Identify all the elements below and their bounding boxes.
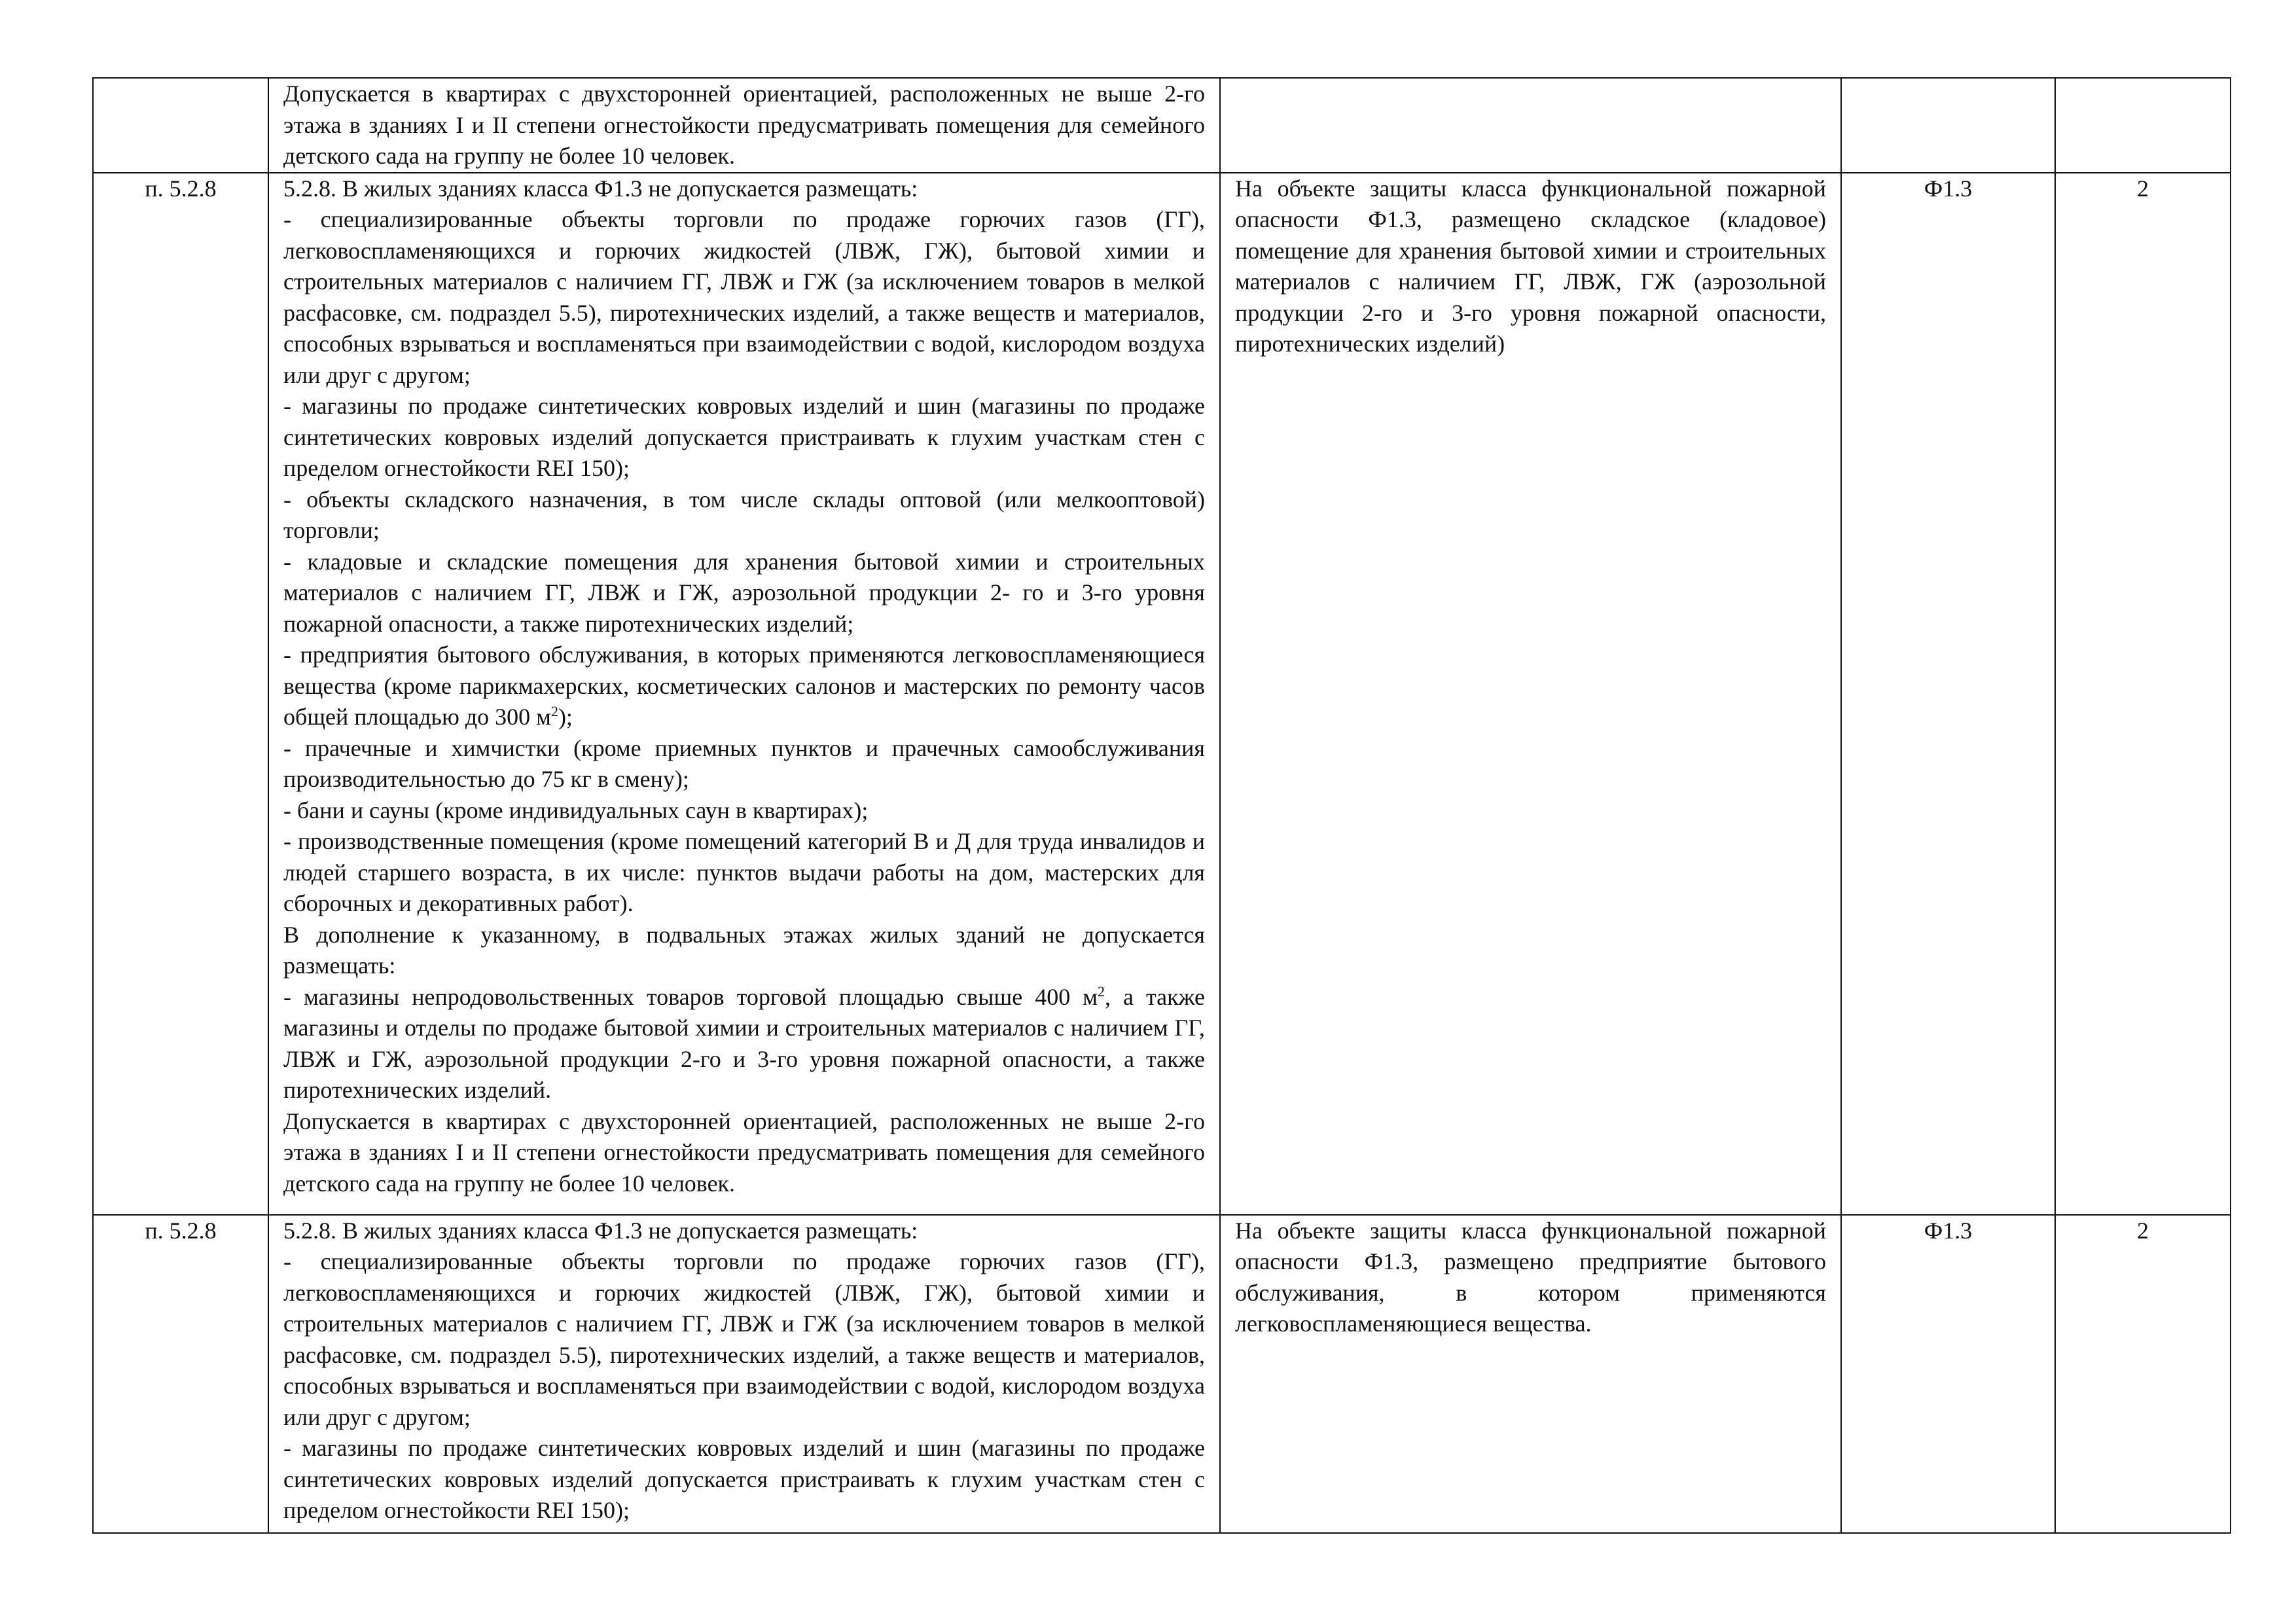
requirement-paragraph: Допускается в квартирах с двухсторонней ориентацией, расположенных не выше 2-го этажа в зданиях I и II степени огнестойкости предусматривать помещения для семейного детского сада на группу не более 10 человек.	[283, 1108, 1205, 1197]
clause-ref: п. 5.2.8	[145, 175, 217, 202]
requirement-paragraph: - прачечные и химчистки (кроме приемных пунктов и прачечных самообслуживания производительностью до 75 кг в смену);	[283, 734, 1205, 792]
fire-class: Ф1.3	[1924, 1217, 1973, 1244]
clause-ref-cell	[93, 173, 268, 1215]
requirement-paragraph: 5.2.8. В жилых зданиях класса Ф1.3 не допускается размещать:	[283, 1217, 918, 1244]
requirements-table	[92, 77, 2231, 1534]
class-cell	[1841, 78, 2055, 173]
requirement-paragraph: 5.2.8. В жилых зданиях класса Ф1.3 не допускается размещать:	[283, 175, 918, 202]
category-cell	[2055, 1215, 2231, 1533]
category-value: 2	[2137, 175, 2149, 202]
requirement-paragraph: - магазины по продаже синтетических ковровых изделий и шин (магазины по продаже синтетических ковровых изделий допускается пристраивать к глухим участкам стен с пределом огнестойкости REI 150);	[283, 1435, 1205, 1523]
requirement-paragraph: В дополнение к указанному, в подвальных этажах жилых зданий не допускается размещать:	[283, 921, 1205, 979]
requirement-paragraph: - предприятия бытового обслуживания, в которых применяются легковоспламеняющиеся вещества (кроме парикмахерских, косметических салонов и мастерских по ремонту часов общей площадью до 300 $м^2$);	[283, 641, 1205, 730]
violation-text: На объекте защиты класса функциональной пожарной опасности Ф1.3, размещено предприятие бытового обслуживания, в котором применяются легковоспламеняющиеся вещества.	[1235, 1217, 1826, 1337]
table-row	[93, 1215, 2231, 1533]
requirement-cell	[268, 173, 1220, 1215]
requirement-cell	[268, 1215, 1220, 1533]
requirement-cell	[268, 78, 1220, 173]
fire-class: Ф1.3	[1924, 175, 1973, 202]
class-cell	[1841, 173, 2055, 1215]
table-row	[93, 78, 2231, 173]
category-cell	[2055, 78, 2231, 173]
requirement-paragraph: Допускается в квартирах с двухсторонней ориентацией, расположенных не выше 2-го этажа в зданиях I и II степени огнестойкости предусматривать помещения для семейного детского сада на группу не более 10 человек.	[283, 81, 1205, 169]
superscript: 2	[1098, 983, 1105, 1000]
violation-cell	[1220, 1215, 1841, 1533]
violation-cell	[1220, 78, 1841, 173]
violation-text: На объекте защиты класса функциональной пожарной опасности Ф1.3, размещено складское (кладовое) помещение для хранения бытовой химии и строительных материалов с наличием ГГ, ЛВЖ, ГЖ (аэрозольной продукции 2-го и 3-го уровня пожарной опасности, пиротехнических изделий)	[1235, 175, 1826, 357]
requirement-paragraph: - производственные помещения (кроме помещений категорий В и Д для труда инвалидов и людей старшего возраста, в их числе: пунктов выдачи работы на дом, мастерских для сборочных и декоративных работ).	[283, 828, 1205, 916]
class-cell	[1841, 1215, 2055, 1533]
requirement-paragraph: - специализированные объекты торговли по продаже горючих газов (ГГ), легковоспламеняющихся и горючих жидкостей (ЛВЖ, ГЖ), бытовой химии и строительных материалов с наличием ГГ, ЛВЖ и ГЖ (за исключением товаров в мелкой расфасовке, см. подраздел 5.5), пиротехнических изделий, а также веществ и материалов, способных взрываться и воспламеняться при взаимодействии с водой, кислородом воздуха или друг с другом;	[283, 1248, 1205, 1430]
requirement-paragraph: - магазины непродовольственных товаров торговой площадью свыше 400 $м^2$, а также магазины и отделы по продаже бытовой химии и строительных материалов с наличием ГГ, ЛВЖ и ГЖ, аэрозольной продукции 2-го и 3-го уровня пожарной опасности, а также пиротехнических изделий.	[283, 983, 1206, 1103]
superscript: 2	[550, 703, 558, 719]
table-row	[93, 173, 2231, 1215]
clause-ref: п. 5.2.8	[145, 1217, 217, 1244]
requirement-paragraph: - магазины по продаже синтетических ковровых изделий и шин (магазины по продаже синтетических ковровых изделий допускается пристраивать к глухим участкам стен с пределом огнестойкости REI 150);	[283, 393, 1205, 481]
category-value: 2	[2137, 1217, 2149, 1244]
clause-ref-cell	[93, 78, 268, 173]
requirement-paragraph: - специализированные объекты торговли по продаже горючих газов (ГГ), легковоспламеняющихся и горючих жидкостей (ЛВЖ, ГЖ), бытовой химии и строительных материалов с наличием ГГ, ЛВЖ и ГЖ (за исключением товаров в мелкой расфасовке, см. подраздел 5.5), пиротехнических изделий, а также веществ и материалов, способных взрываться и воспламеняться при взаимодействии с водой, кислородом воздуха или друг с другом;	[283, 206, 1205, 388]
requirement-paragraph: - бани и сауны (кроме индивидуальных саун в квартирах);	[283, 797, 869, 823]
clause-ref-cell	[93, 1215, 268, 1533]
category-cell	[2055, 173, 2231, 1215]
requirement-paragraph: - объекты складского назначения, в том числе склады оптовой (или мелкооптовой) торговли;	[283, 486, 1205, 543]
requirement-paragraph: - кладовые и складские помещения для хранения бытовой химии и строительных материалов с наличием ГГ, ЛВЖ и ГЖ, аэрозольной продукции 2- го и 3-го уровня пожарной опасности, а также пиротехнических изделий;	[283, 548, 1205, 637]
violation-cell	[1220, 173, 1841, 1215]
